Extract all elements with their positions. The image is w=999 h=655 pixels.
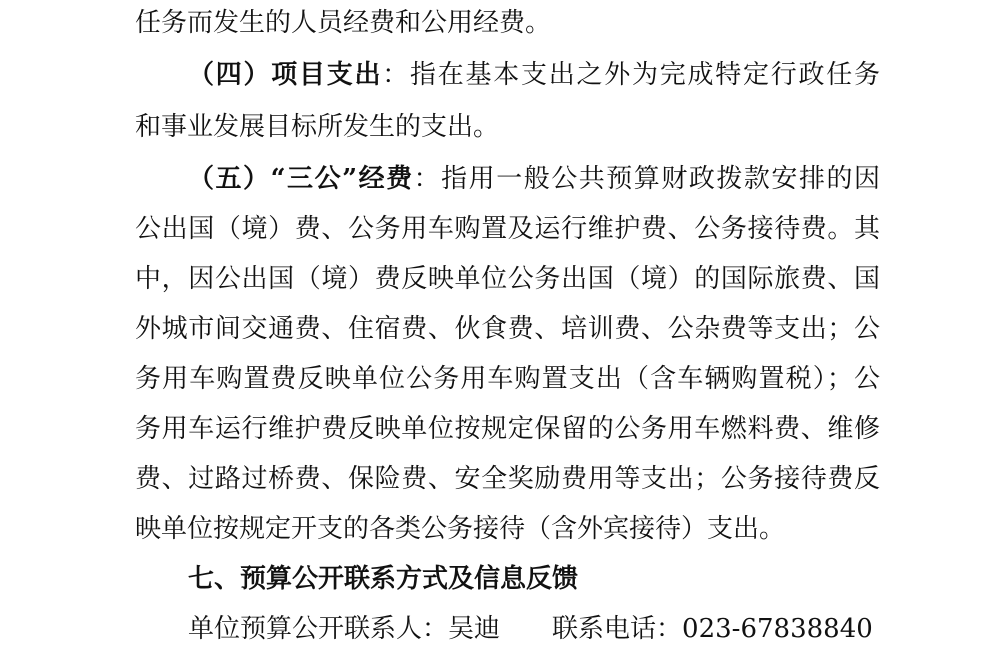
- line-text: 费、过路过桥费、保险费、安全奖励费用等支出；公务接待费反: [135, 464, 880, 494]
- contact-person-name: 吴迪: [448, 614, 501, 644]
- term-label: （四）项目支出: [188, 60, 383, 90]
- paragraph-line: [135, 212, 880, 246]
- contact-phone-number: 023-67838840: [682, 614, 873, 644]
- paragraph-line: [135, 512, 880, 546]
- paragraph-line: [135, 412, 880, 446]
- paragraph-line: [135, 462, 880, 496]
- paragraph-line: [135, 312, 880, 346]
- contact-person-label: 单位预算公开联系人：: [188, 614, 449, 644]
- paragraph-line: [135, 6, 880, 40]
- line-text: 外城市间交通费、住宿费、伙食费、培训费、公杂费等支出；公: [135, 314, 880, 344]
- line-text: 务用车运行维护费反映单位按规定保留的公务用车燃料费、维修: [135, 414, 880, 444]
- line-text: 映单位按规定开支的各类公务接待（含外宾接待）支出。: [135, 514, 786, 544]
- contact-phone-label: 联系电话：: [552, 614, 683, 644]
- paragraph-line: [188, 58, 880, 92]
- section-heading: 七、预算公开联系方式及信息反馈: [188, 564, 579, 594]
- contact-line: [188, 612, 873, 646]
- paragraph-line: [188, 162, 880, 196]
- line-text: 中，因公出国（境）费反映单位公务出国（境）的国际旅费、国: [135, 264, 880, 294]
- line-text: 任务而发生的人员经费和公用经费。: [135, 8, 552, 38]
- paragraph-line: [135, 362, 880, 396]
- line-text: 务用车购置费反映单位公务用车购置支出（含车辆购置税）；公: [135, 364, 880, 394]
- line-text: 公出国（境）费、公务用车购置及运行维护费、公务接待费。其: [135, 214, 880, 244]
- paragraph-line: [135, 110, 880, 144]
- term-label: （五）“三公”经费: [188, 164, 414, 194]
- line-text: ：指在基本支出之外为完成特定行政任务: [382, 60, 880, 90]
- line-text: ：指用一般公共预算财政拨款安排的因: [413, 164, 880, 194]
- line-text: 和事业发展目标所发生的支出。: [135, 112, 500, 142]
- paragraph-line: [135, 262, 880, 296]
